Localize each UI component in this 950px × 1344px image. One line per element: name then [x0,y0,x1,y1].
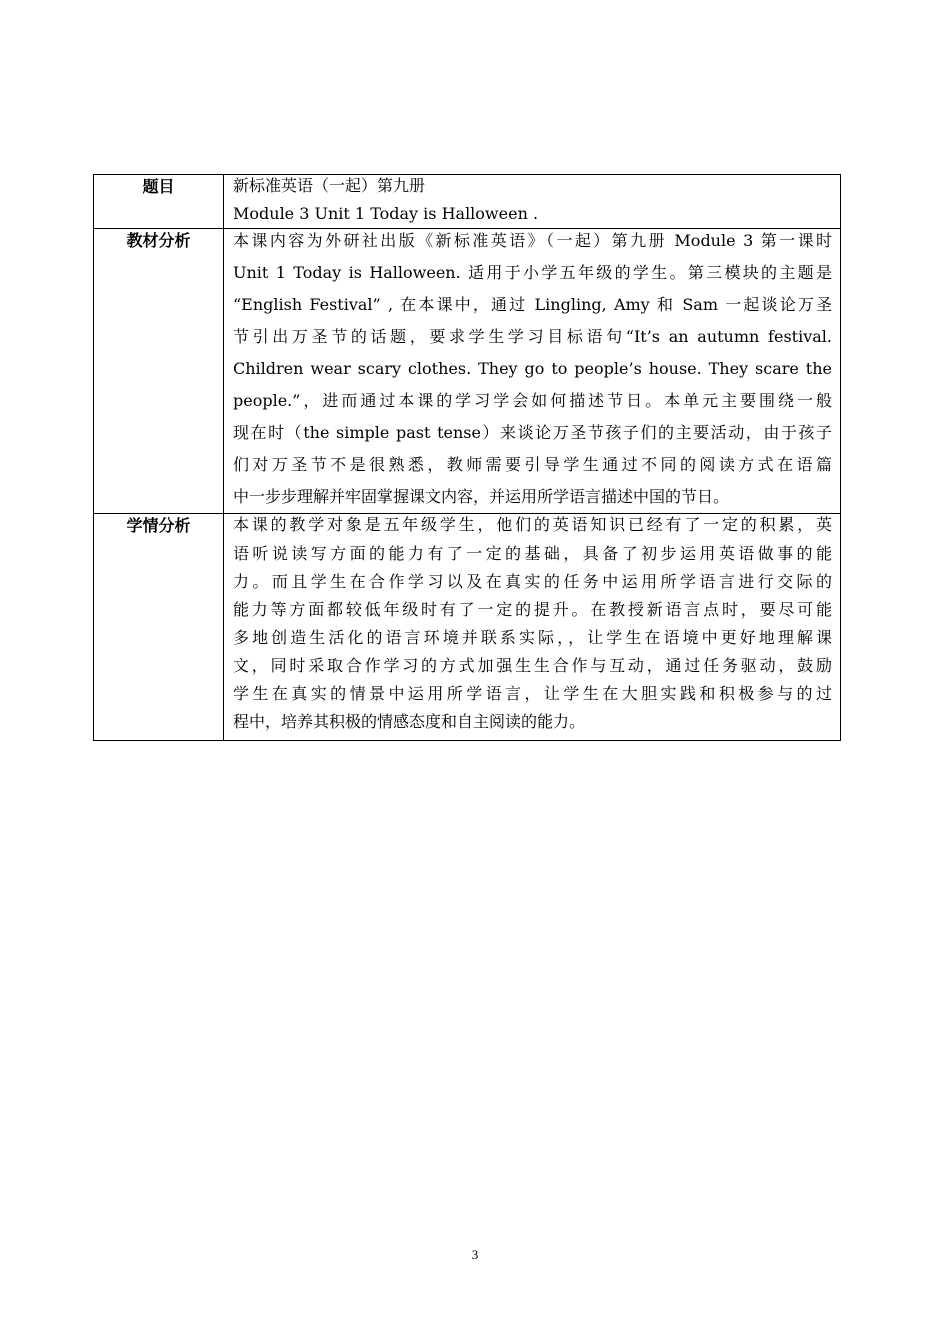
title-line-2: Module 3 Unit 1 Today is Halloween . [233,204,539,223]
learner-line: 本课的教学对象是五年级学生，他们的英语知识已经有了一定的积累，英 [233,515,832,534]
row-label-textbook-analysis: 教材分析 [94,229,224,514]
analysis-line: 现在时（the simple past tense）来谈论万圣节孩子们的主要活动，由于孩子 [233,423,832,442]
row-label-title: 题目 [94,175,224,229]
page-number: 3 [471,1247,479,1262]
analysis-line: 们对万圣节不是很熟悉，教师需要引导学生通过不同的阅读方式在语篇 [233,455,832,474]
analysis-line: people.”，进而通过本课的学习学会如何描述节日。本单元主要围绕一般 [233,391,832,410]
learner-line: 多地创造生活化的语言环境并联系实际，，让学生在语境中更好地理解课 [233,628,832,647]
table-row-title [94,175,841,229]
learner-line: 力。而且学生在合作学习以及在真实的任务中运用所学语言进行交际的 [233,572,832,591]
learner-analysis-content [224,514,841,741]
learner-line: 学生在真实的情景中运用所学语言，让学生在大胆实践和积极参与的过 [233,684,832,703]
table-row-textbook-analysis [94,229,841,514]
textbook-analysis-content [224,229,841,514]
analysis-line: “English Festival” , 在本课中，通过 Lingling, Amy 和 Sam 一起谈论万圣 [233,295,832,314]
analysis-line: 中一步步理解并牢固掌握课文内容，并运用所学语言描述中国的节日。 [233,487,730,506]
learner-line: 语听说读写方面的能力有了一定的基础，具备了初步运用英语做事的能 [233,544,832,563]
table-row-learner-analysis [94,514,841,741]
analysis-line: 节引出万圣节的话题，要求学生学习目标语句“It’s an autumn festival. [233,327,832,346]
learner-line: 文，同时采取合作学习的方式加强生生合作与互动，通过任务驱动，鼓励 [233,656,832,675]
learner-line: 能力等方面都较低年级时有了一定的提升。在教授新语言点时，要尽可能 [233,600,832,619]
analysis-line: 本课内容为外研社出版《新标准英语》（一起）第九册 Module 3 第一课时 [233,231,832,250]
analysis-line: Children wear scary clothes. They go to people’s house. They scare the [233,359,832,378]
learner-line: 程中，培养其积极的情感态度和自主阅读的能力。 [233,712,586,731]
row-label-learner-analysis: 学情分析 [94,514,224,741]
lesson-plan-table [93,174,841,741]
analysis-line: Unit 1 Today is Halloween. 适用于小学五年级的学生。第三模块的主题是 [233,263,832,282]
title-line-1: 新标准英语（一起）第九册 [233,176,426,195]
title-content [224,175,841,229]
